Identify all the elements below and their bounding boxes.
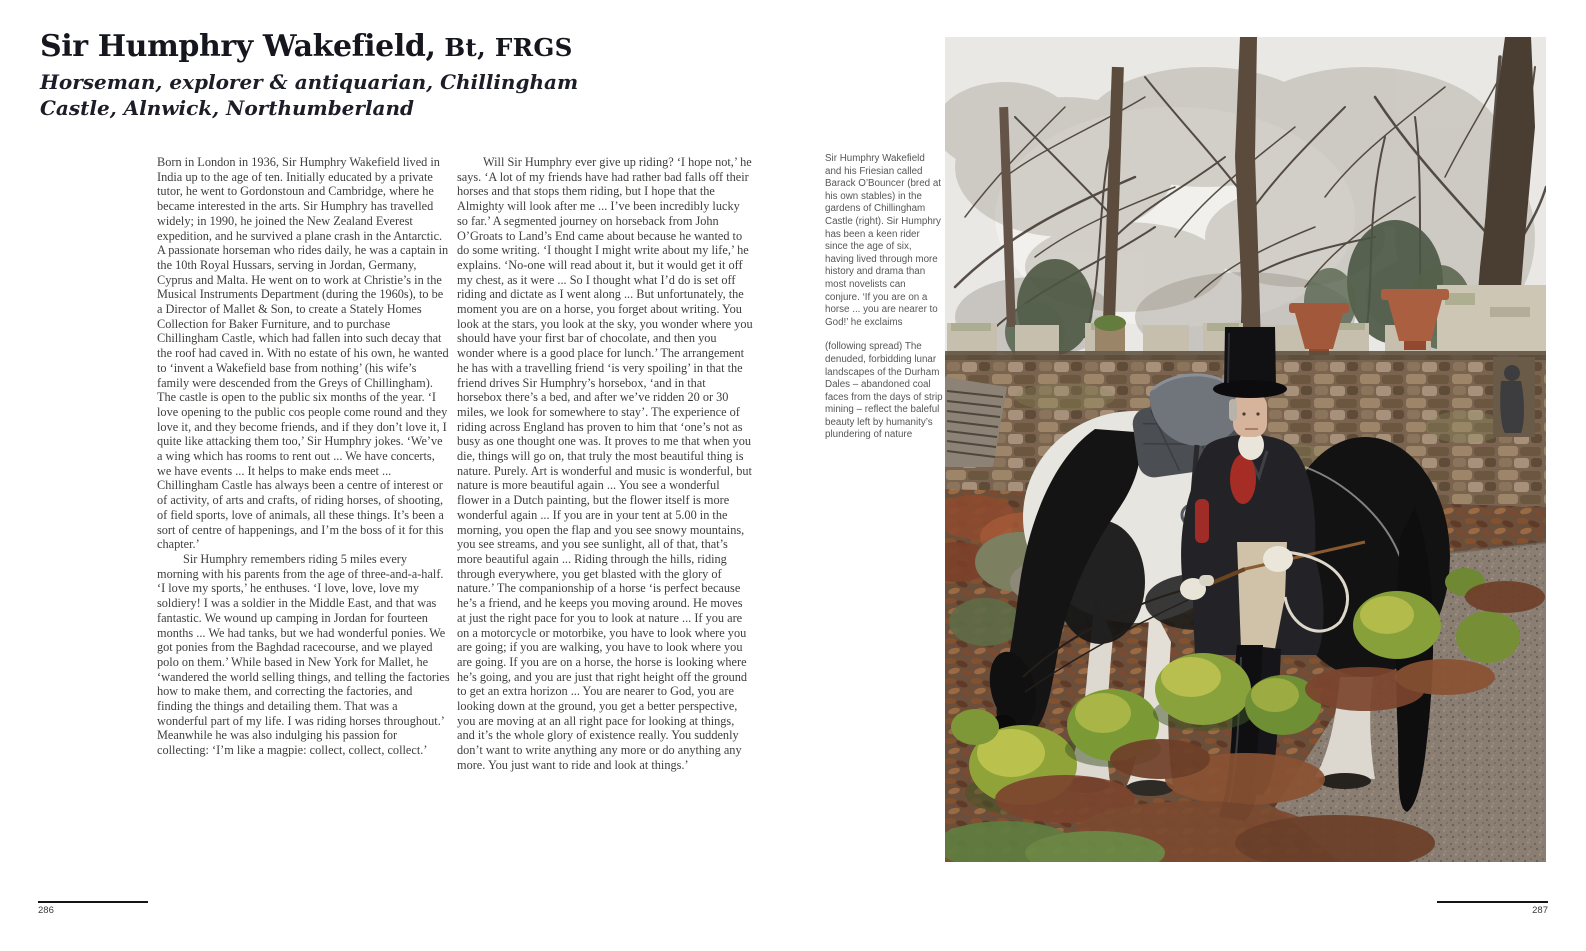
red-waistcoat	[1230, 454, 1256, 504]
page-title	[40, 30, 600, 63]
body-column-2	[457, 155, 753, 773]
page-title-postnominals: Bt, FRGS	[435, 33, 573, 62]
page-subtitle: Horseman, explorer & antiquarian, Chillingham Castle, Alnwick, Northumberland	[40, 70, 579, 120]
folio-left	[38, 901, 148, 916]
face	[1229, 393, 1267, 437]
folio-rule	[1437, 901, 1548, 903]
page-number-left: 286	[38, 905, 54, 916]
folio-rule	[38, 901, 148, 903]
paragraph: Sir Humphry remembers riding 5 miles every morning with his parents from the age of three-and-a-half. ‘I love my sports,’ he enthuses. ‘I love, love, love my soldiery! I was a soldier in the Middle East, and that was fantastic. We wound up camping in Jordan for fourteen months ... We had tanks, but we had wonderful ponies. We got ponies from the Baghdad racecourse, and we played polo on them.’ While based in New York for Mallet, he ‘wandered the world selling things, and telling the factories how to make them, and correcting the factories, and finding the things and detailing them. That was a wonderful part of my life. I was riding horses throughout.’ Meanwhile he was also indulging his passion for collecting: ‘I’m like a magpie: collect, collect, collect.’	[157, 551, 450, 758]
portrait-photo	[945, 37, 1546, 862]
page-title-name: Sir Humphry Wakefield,	[40, 29, 436, 64]
wall-statue	[1493, 357, 1535, 437]
article-header	[40, 30, 600, 121]
page-number-right: 287	[1532, 905, 1548, 916]
caption-paragraph: (following spread) The denuded, forbidding lunar landscapes of the Durham Dales – abandoned coal faces from the days of strip mining – reflect the baleful beauty left by humanity’s plundering of nature	[825, 341, 943, 441]
caption-paragraph: Sir Humphry Wakefield and his Friesian called Barack O’Bouncer (bred at his own stables) in the gardens of Chillingham Castle (right). Sir Humphry has been a keen rider since the age of six, having lived through more history and drama than most novelists can conjure. ‘If you are on a horse ... you are nearer to God!’ he exclaims	[825, 153, 941, 328]
paragraph: Born in London in 1936, Sir Humphry Wakefield lived in India up to the age of ten. Initially educated by a private tutor, he went to Gordonstoun and Cambridge, where he became interested in the arts. Sir Humphry has travelled widely; in 1990, he joined the New Zealand Everest expedition, and he survived a plane crash in the Antarctic. A passionate horseman who rides daily, he was a captain in the 10th Royal Hussars, serving in Jordan, Germany, Cyprus and Malta. He went on to work at Christie’s in the Musical Instruments Department (during the 1960s), to be a Director of Mallet & Son, to create a Stately Homes Collection for Baker Furniture, and to purchase Chillingham Castle, which had fallen into such decay that the roof had caved in. With no estate of his own, he wanted to ‘invent a Wakefield base from nothing’ (his wife’s family were descended from the Greys of Chillingham). The castle is open to the public six months of the year. ‘I love opening to the public cos people come round and they love it, and they become friends, and if they don’t love it, I quite like attacking them too,’ Sir Humphry jokes. ‘We’ve a wing which has rooms to rent out ... We have concerts, we have events ... It helps to make ends meet ... Chillingham Castle has always been a centre of interest or of activity, of arts and crafts, of riding horses, of shooting, of field sports, love of animals, all these things. It’s been a sort of centre of happenings, and I’m the boss of it for this chapter.’	[157, 155, 449, 552]
portrait-photo-illustration	[945, 37, 1546, 862]
paragraph: Will Sir Humphry ever give up riding? ‘I hope not,’ he says. ‘A lot of my friends have had rather bad falls off their horses and that stops them riding, but I hope that the Almighty will look after me ... I’ve been incredibly lucky so far.’ A segmented journey on horseback from John O’Groats to Land’s End came about because he wanted to do some writing. ‘I thought I might write about my life,’ he explains. ‘No-one will read about it, but it would get it off my chest, as it were ... So I thought what I’d do is set off riding and dictate as I went along ... But unfortunately, the moment you are on a horse, you forget about writing. You look at the stars, you look at the sky, you wonder where you should have your first bar of chocolate, and then you wonder where is a good place for lunch.’ The arrangement he has with a travelling friend ‘is very spoiling’ in that the friend drives Sir Humphry’s horsebox, ‘and in that horsebox there’s a bed, and after we’ve ridden 20 or 30 miles, we look for somewhere to stay’. The experience of riding across England has proven to him that ‘one’s not as busy as one thought one was. It proves to me that when you die, things will go on, that truly the most beautiful thing is nature. Purely. Art is wonderful and music is wonderful, but nature is more beautiful again ... You see a wonderful flower in a Dutch painting, but the flower itself is more wonderful again ... If you are in your tent at 5.00 in the morning, you open the flap and you see snowy mountains, you see streams, and you see sunlight, all of that, that’s more beautiful again ... Riding through the hills, riding through everywhere, you get blasted with the glory of nature.’ The companionship of a horse ‘is perfect because he’s a friend, and he keeps you moving around. He moves at just the right pace for you to look at nature ... If you are on a motorcycle or motorbike, you have to look where you are going; if you are walking, you have to look where you are going. If you are on a horse, the horse is looking where he’s going, and you are just that right height off the ground to get an extra horizon ... You are nearer to God, you are looking down at the ground, you get a better perspective, you are moving at an all right pace for looking at things, and it’s the whole glory of existence really. You suddenly don’t want to write anything any more or do anything any more. You just want to ride and look at things.’	[457, 155, 753, 772]
folio-right	[1437, 901, 1548, 916]
photo-caption	[825, 153, 943, 454]
body-column-1	[157, 155, 450, 758]
